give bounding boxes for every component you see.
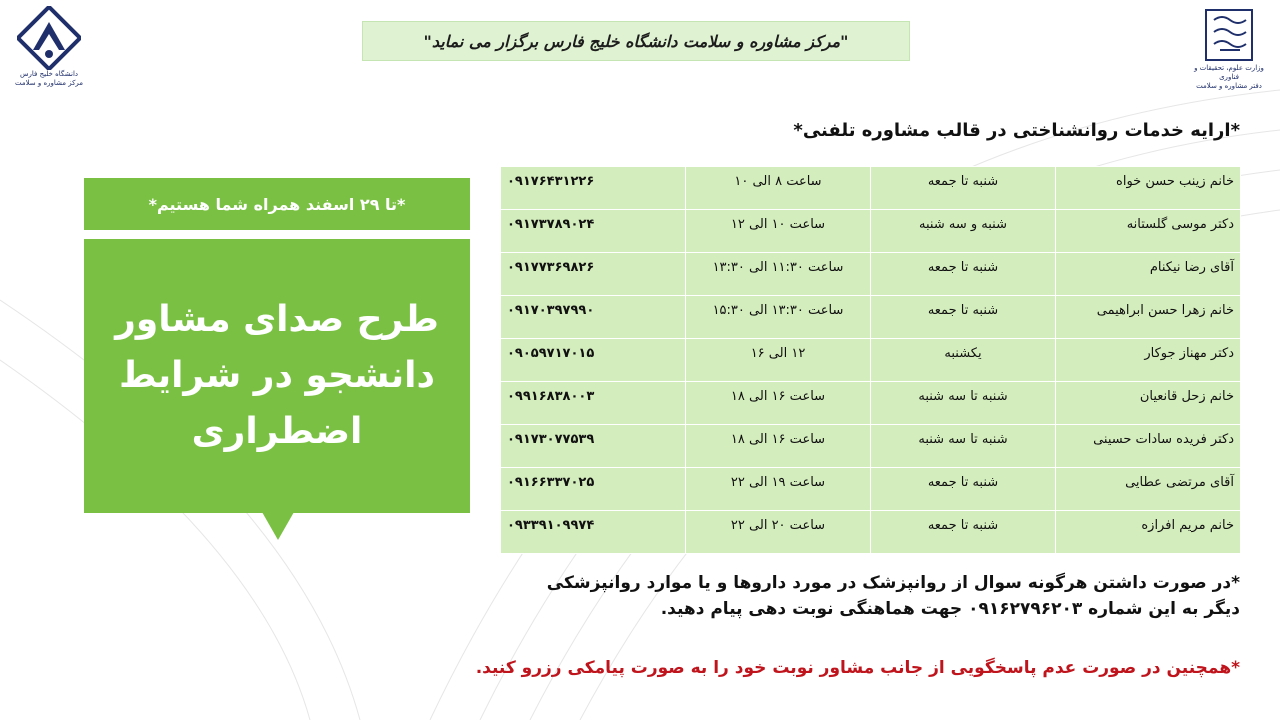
available-days: شنبه تا جمعه <box>871 296 1056 339</box>
counselor-name: خانم زینب حسن خواه <box>1056 167 1241 210</box>
ministry-logo-icon <box>1200 6 1258 64</box>
table-row <box>501 210 1241 253</box>
available-days: شنبه و سه شنبه <box>871 210 1056 253</box>
sms-reserve-note: *همچنین در صورت عدم پاسخگویی از جانب مشاور نوبت خود را به صورت پیامکی رزرو کنید. <box>475 658 1240 678</box>
schedule-table <box>500 166 1241 554</box>
phone-number: ۰۹۱۷۶۴۳۱۲۲۶ <box>501 167 686 210</box>
available-hours: ۱۲ الی ۱۶ <box>686 339 871 382</box>
available-days: شنبه تا سه شنبه <box>871 425 1056 468</box>
ministry-logo-caption-1: وزارت علوم، تحقیقات و فناوری <box>1194 64 1264 81</box>
counselor-name: آقای رضا نیکنام <box>1056 253 1241 296</box>
table-row <box>501 511 1241 554</box>
section-title: *ارایه خدمات روانشناختی در قالب مشاوره تلفنی* <box>793 120 1240 141</box>
available-hours: ساعت ۱۶ الی ۱۸ <box>686 382 871 425</box>
ministry-logo <box>1188 6 1270 96</box>
available-hours: ساعت ۲۰ الی ۲۲ <box>686 511 871 554</box>
university-logo-caption-1: دانشگاه خلیج فارس <box>19 70 79 78</box>
phone-number: ۰۹۱۷۰۳۹۷۹۹۰ <box>501 296 686 339</box>
counselor-name: دکتر فریده سادات حسینی <box>1056 425 1241 468</box>
available-hours: ساعت ۱۰ الی ۱۲ <box>686 210 871 253</box>
table-row <box>501 425 1241 468</box>
available-hours: ساعت ۱۱:۳۰ الی ۱۳:۳۰ <box>686 253 871 296</box>
counselor-name: خانم زهرا حسن ابراهیمی <box>1056 296 1241 339</box>
available-days: شنبه تا سه شنبه <box>871 382 1056 425</box>
psychiatry-note: *در صورت داشتن هرگونه سوال از روانپزشک در مورد داروها و یا موارد روانپزشکی دیگر به این شماره ۰۹۱۶۲۷۹۶۲۰۳ جهت هماهنگی نوبت دهی پیام دهید. <box>546 573 1240 619</box>
table-row <box>501 382 1241 425</box>
available-hours: ساعت ۱۳:۳۰ الی ۱۵:۳۰ <box>686 296 871 339</box>
counselor-name: آقای مرتضی عطایی <box>1056 468 1241 511</box>
available-days: یکشنبه <box>871 339 1056 382</box>
phone-number: ۰۹۱۶۶۳۳۷۰۲۵ <box>501 468 686 511</box>
available-days: شنبه تا جمعه <box>871 167 1056 210</box>
available-hours: ساعت ۱۶ الی ۱۸ <box>686 425 871 468</box>
phone-number: ۰۹۱۷۳۷۸۹۰۲۴ <box>501 210 686 253</box>
available-days: شنبه تا جمعه <box>871 511 1056 554</box>
counselor-name: دکتر مهناز جوکار <box>1056 339 1241 382</box>
university-logo-caption-2: مرکز مشاوره و سلامت <box>14 79 84 87</box>
phone-number: ۰۹۹۱۶۸۳۸۰۰۳ <box>501 382 686 425</box>
available-days: شنبه تا جمعه <box>871 468 1056 511</box>
phone-number: ۰۹۱۷۷۳۶۹۸۲۶ <box>501 253 686 296</box>
side-panel-header: *تا ۲۹ اسفند همراه شما هستیم* <box>84 178 470 230</box>
phone-number: ۰۹۱۷۳۰۷۷۵۳۹ <box>501 425 686 468</box>
side-panel-title: طرح صدای مشاور دانشجو در شرایط اضطراری <box>84 239 470 513</box>
available-hours: ساعت ۱۹ الی ۲۲ <box>686 468 871 511</box>
university-logo <box>8 6 90 98</box>
counselor-name: دکتر موسی گلستانه <box>1056 210 1241 253</box>
available-days: شنبه تا جمعه <box>871 253 1056 296</box>
ministry-logo-caption-2: دفتر مشاوره و سلامت <box>1196 82 1262 90</box>
table-row <box>501 468 1241 511</box>
side-panel-pointer <box>262 512 294 540</box>
table-row <box>501 339 1241 382</box>
phone-number: ۰۹۳۳۹۱۰۹۹۷۴ <box>501 511 686 554</box>
available-hours: ساعت ۸ الی ۱۰ <box>686 167 871 210</box>
phone-number: ۰۹۰۵۹۷۱۷۰۱۵ <box>501 339 686 382</box>
top-banner: "مرکز مشاوره و سلامت دانشگاه خلیج فارس برگزار می نماید" <box>362 21 910 61</box>
counselor-name: خانم زحل قانعیان <box>1056 382 1241 425</box>
table-row <box>501 296 1241 339</box>
university-logo-icon <box>17 6 81 70</box>
table-row <box>501 253 1241 296</box>
counselor-name: خانم مریم افرازه <box>1056 511 1241 554</box>
table-row <box>501 167 1241 210</box>
